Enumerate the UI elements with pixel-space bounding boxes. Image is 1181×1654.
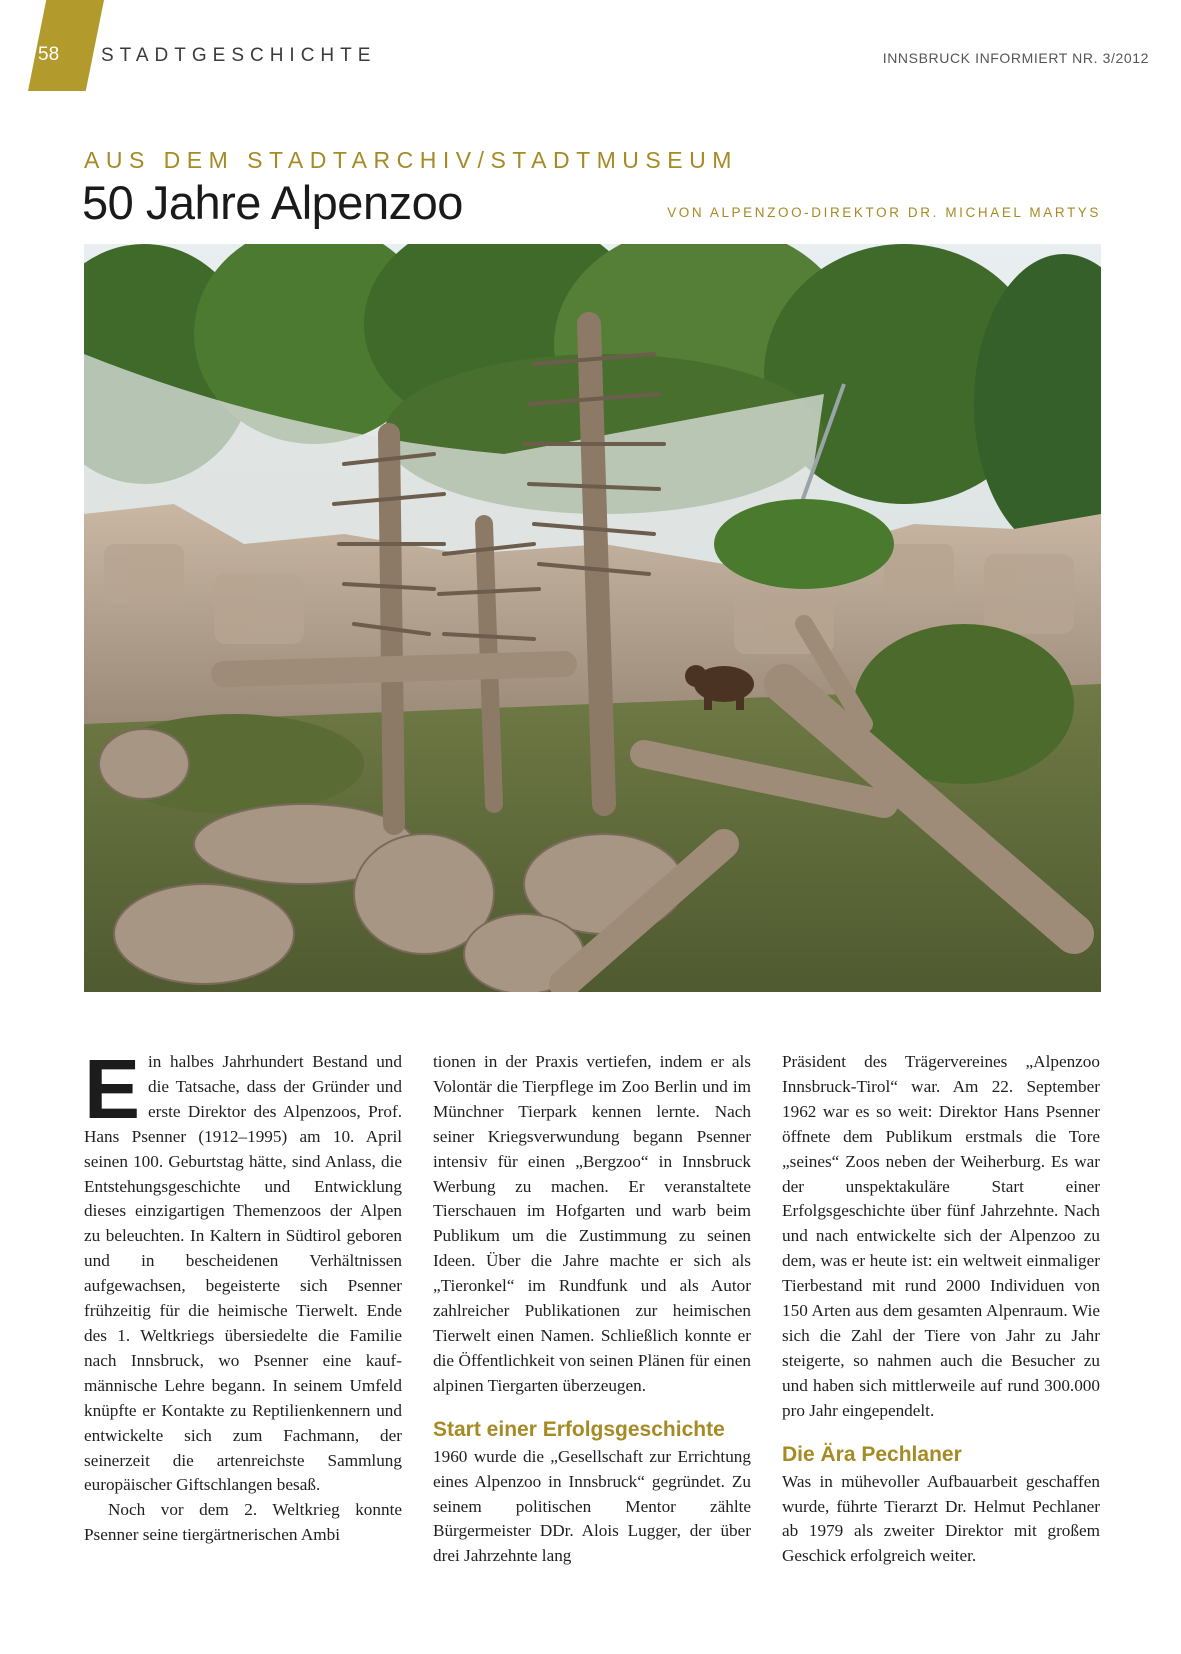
bear-enclosure-illustration <box>84 244 1101 992</box>
paragraph: Was in mühevoller Aufbauarbeit geschaffen wurde, führte Tierarzt Dr. Helmut Pechlaner ab 1979 als zweiter Direktor mit großem Geschick erfolgreich weiter. <box>782 1471 1100 1566</box>
article-column-1 <box>84 1042 402 1548</box>
article-title: 50 Jahre Alpenzoo <box>82 176 463 229</box>
article-photo <box>84 244 1101 992</box>
article-column-2 <box>433 1050 751 1569</box>
paragraph: Noch vor dem 2. Weltkrieg konnte Psenner seine tiergärtnerischen Ambi <box>84 1500 402 1545</box>
subheading: Start einer Erfolgsgeschichte <box>433 1417 725 1441</box>
section-label: STADTGESCHICHTE <box>101 45 377 66</box>
article-kicker: AUS DEM STADTARCHIV/STADTMUSEUM <box>84 147 738 173</box>
paragraph: in halbes Jahrhundert Bestand und die Tatsache, dass der Gründer und erste Direktor des Alpenzoos, Prof. Hans Psenner (1912–1995) am 10. April seinen 100. Geburtstag hätte, sind Anlass, die Entstehungsgeschichte und Entwicklung dieses einzigartigen Themenzoos der Alpen zu beleuchten. In Kaltern in Südtirol geboren und in bescheidenen Verhältnissen aufgewachsen, begeisterte sich Psenner frühzeitig für die heimische Tierwelt. Ende des 1. Weltkriegs übersiedelte die Familie nach Innsbruck, wo Psenner eine kaufmännische Lehre begann. In seinem Umfeld knüpfte er Kontakte zu Reptilienkennern und entwickelte sich zum Fachmann, der seinerzeit die artenreichste Sammlung europäischer Giftschlangen besaß. <box>84 1052 402 1495</box>
page-number: 58 <box>38 44 60 65</box>
article-author: VON ALPENZOO-DIREKTOR DR. MICHAEL MARTYS <box>667 205 1101 220</box>
subheading: Die Ära Pechlaner <box>782 1442 962 1466</box>
paragraph: Präsident des Trägervereines „Alpenzoo Innsbruck-Tirol“ war. Am 22. September 1962 war es so weit: Direktor Hans Psenner öffnete dem Publikum erstmals die Tore „seines“ Zoos neben der Weiherburg. Es war der unspektakuläre Start einer Erfolgsgeschichte über fünf Jahrzehnte. Nach und nach entwickelte sich der Alpenzoo zu dem, was er heute ist: ein weltweit einmaliger Tierbestand mit rund 2000 Individuen von 150 Arten aus dem gesamten Alpenraum. Wie sich die Zahl der Tiere von Jahr zu Jahr steigerte, so nahmen auch die Besucher zu und haben sich mittlerweile auf rund 300.000 pro Jahr eingependelt. <box>782 1052 1100 1420</box>
paragraph: tionen in der Praxis vertiefen, indem er als Volontär die Tierpflege im Zoo Berlin und im Münchner Tierpark kennen lernte. Nach seiner Kriegsverwundung begann Psenner intensiv für einen „Bergzoo“ in Innsbruck Werbung zu machen. Er veranstaltete Tierschauen im Hofgarten und warb beim Publikum um die Zustimmung zu seinen Ideen. Über die Jahre machte er sich als „Tieronkel“ im Rundfunk und als Autor zahlreicher Publikationen zur heimischen Tierwelt einen Namen. Schließlich konnte er die Öffentlichkeit von seinen Plänen für einen alpinen Tiergarten überzeugen. <box>433 1052 751 1395</box>
drop-cap: E <box>84 1042 141 1136</box>
paragraph: 1960 wurde die „Gesellschaft zur Errichtung eines Alpenzoo in Innsbruck“ gegründet. Zu seinem politischen Mentor zählte Bürgermeister DDr. Alois Lugger, der über drei Jahrzehnte lang <box>433 1446 751 1566</box>
issue-label: INNSBRUCK INFORMIERT NR. 3/2012 <box>882 50 1149 66</box>
article-column-3 <box>782 1050 1100 1569</box>
